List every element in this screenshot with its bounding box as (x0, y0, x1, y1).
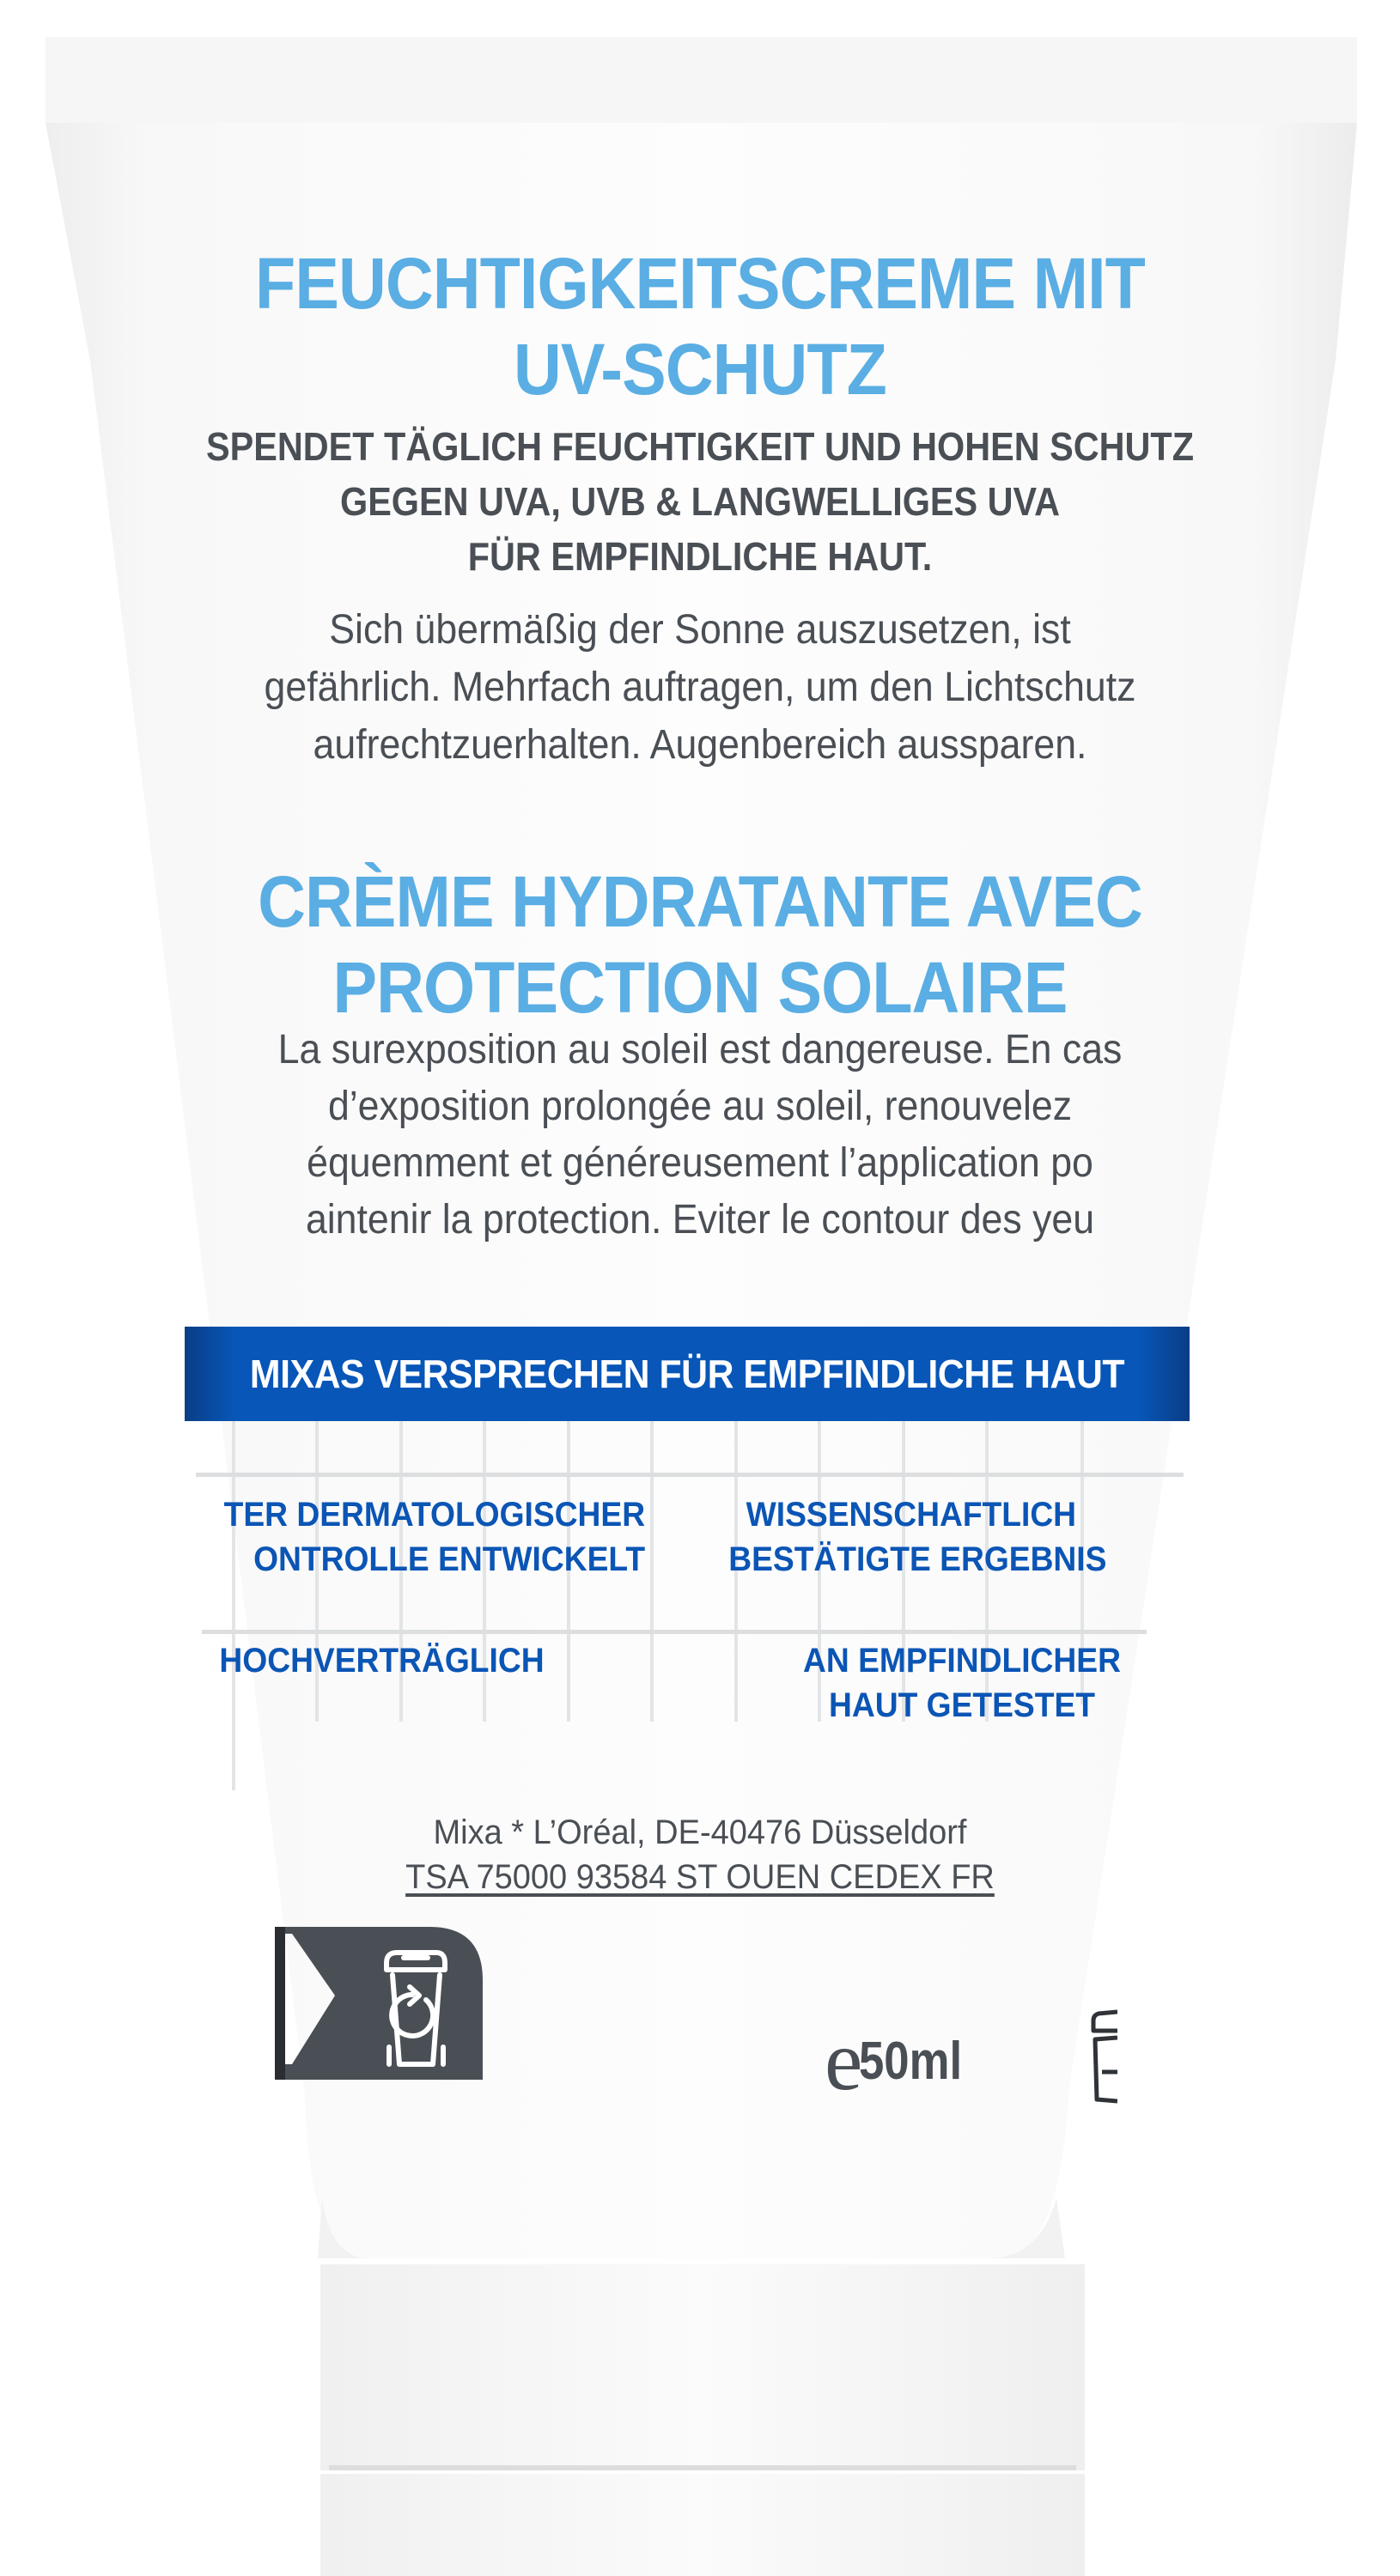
recycling-panel (275, 1927, 490, 2086)
feature-line: HAUT GETESTET (828, 1686, 1096, 1724)
feature-line: BESTÄTIGTE ERGEBNIS (728, 1540, 1107, 1578)
feature-line: ONTROLLE ENTWICKELT (253, 1540, 646, 1578)
german-warning-text (49, 601, 1351, 774)
volume-amount: 50ml (859, 2031, 963, 2091)
address-line2: TSA 75000 93584 ST OUEN CEDEX FR (405, 1858, 995, 1896)
german-subtitle (70, 419, 1330, 584)
german-subtitle-line: SPENDET TÄGLICH FEUCHTIGKEIT UND HOHEN SCHUTZ (205, 424, 1195, 469)
french-body-line: La surexposition au soleil est dangereuse. En cas (277, 1027, 1123, 1072)
german-title-line2: UV-SCHUTZ (514, 329, 886, 410)
estimated-sign-icon: e (825, 2013, 863, 2108)
french-title-line2: PROTECTION SOLAIRE (332, 947, 1068, 1028)
german-body-line: gefährlich. Mehrfach auftragen, um den Lichtschutz (264, 665, 1136, 710)
german-title (56, 240, 1344, 412)
cap-disposal-icon (1087, 2005, 1117, 2108)
german-body-line: aufrechtzuerhalten. Augenbereich aussparen. (313, 722, 1087, 768)
feature-dermatological (214, 1492, 645, 1582)
grid-divider (202, 1630, 1147, 1634)
german-subtitle-line: FÜR EMPFINDLICHE HAUT. (467, 534, 933, 579)
feature-line: AN EMPFINDLICHER (803, 1642, 1121, 1680)
feature-line: HOCHVERTRÄGLICH (219, 1642, 545, 1680)
address-line1: Mixa * L’Oréal, DE-40476 Düsseldorf (433, 1814, 967, 1851)
feature-sensitive-skin (770, 1638, 1153, 1728)
french-title-line1: CRÈME HYDRATANTE AVEC (258, 861, 1142, 942)
recycling-bin-icon (275, 1927, 490, 2081)
french-body-line: d’exposition prolongée au soleil, renouvelez (327, 1084, 1073, 1129)
french-body-line: aintenir la protection. Eviter le contour des yeu (305, 1197, 1095, 1242)
promise-band-label: MIXAS VERSPRECHEN FÜR EMPFINDLICHE HAUT (249, 1352, 1125, 1396)
german-title-line1: FEUCHTIGKEITSCREME MIT (255, 243, 1145, 324)
volume-marking (825, 2013, 981, 2108)
feature-tolerance (219, 1638, 570, 1683)
cap-disposal-panel (1087, 2005, 1117, 2112)
german-subtitle-line: GEGEN UVA, UVB & LANGWELLIGES UVA (339, 479, 1061, 524)
feature-line: TER DERMATOLOGISCHER (223, 1496, 646, 1534)
grid-divider (650, 1421, 654, 1722)
french-warning-text (49, 1022, 1351, 1249)
feature-scientific (728, 1492, 1144, 1582)
manufacturer-address (35, 1810, 1366, 1899)
feature-line: WISSENSCHAFTLICH (746, 1496, 1077, 1534)
french-body-line: équemment et généreusement l’application po (307, 1140, 1093, 1186)
german-body-line: Sich übermäßig der Sonne auszusetzen, ist (329, 607, 1071, 653)
french-title (56, 859, 1344, 1030)
grid-divider (196, 1473, 1184, 1477)
